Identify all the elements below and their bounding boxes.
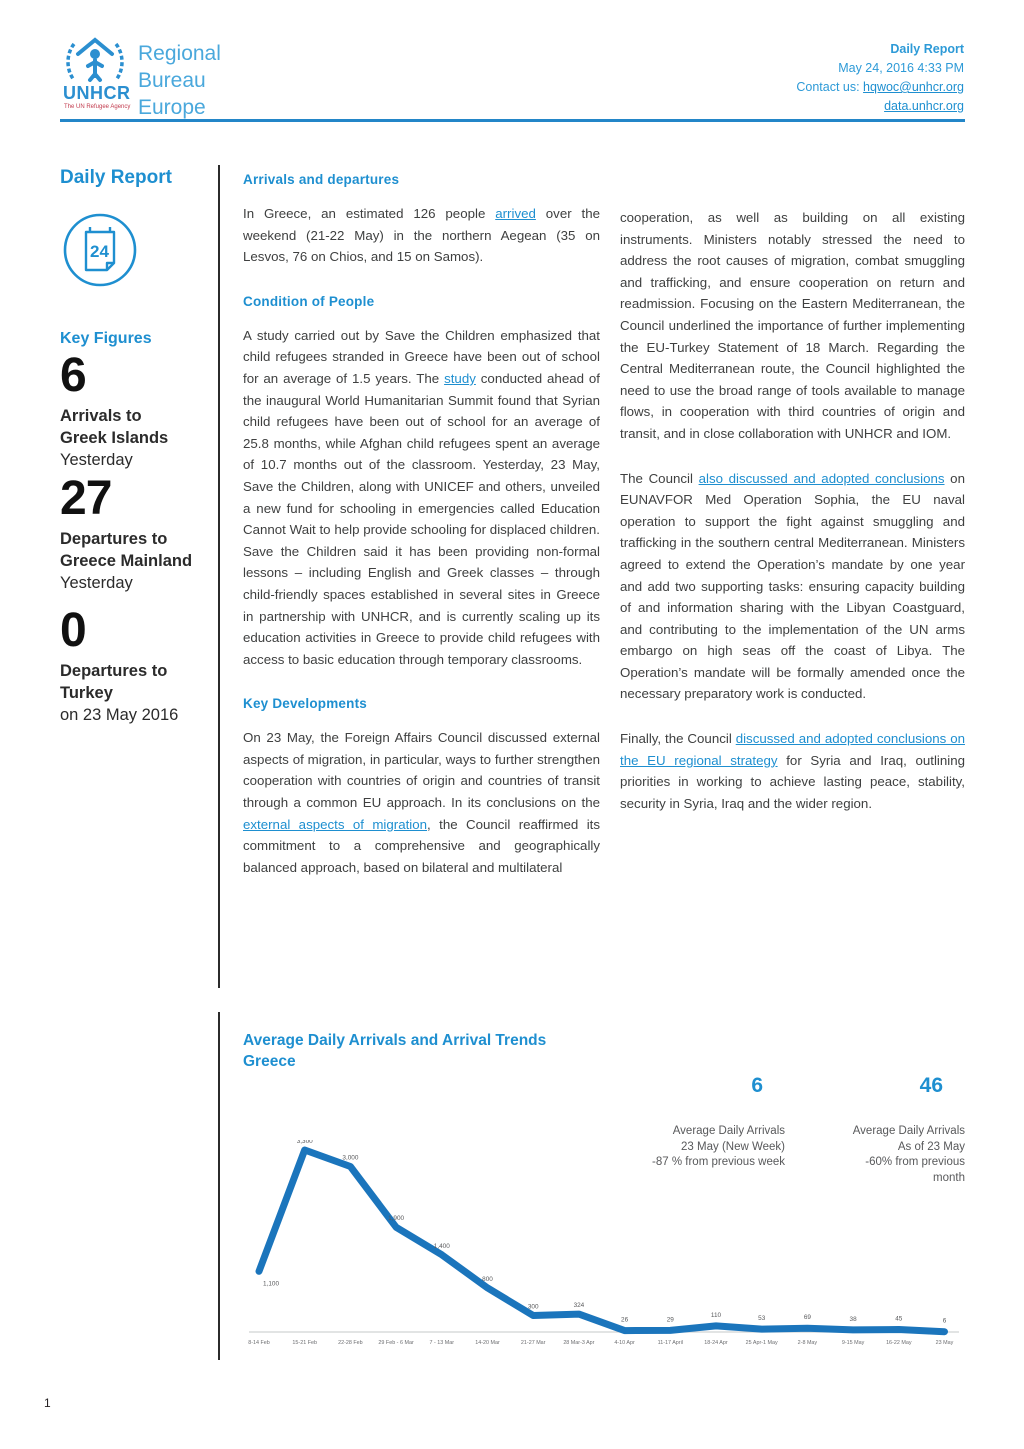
key-figure-arrivals (60, 349, 169, 471)
point-label: 110 (710, 1311, 722, 1319)
paragraph-cooperation: cooperation, as well as building on all existing instruments. Ministers notably stressed the need to address the root causes of migration, combat smuggling and trafficking, and ensure cooperation on return and readmission. Focusing on the Eastern Mediterranean, the Council underlined the importance of further implementing the EU-Turkey Statement of 18 March. Regarding the Central Mediterranean route, the Council highlighted the need to use the broad range of tools available to manage flows, in cooperation with third countries of origin and transit, and in close collaboration with UNHCR and IOM. (620, 210, 965, 441)
key-figure-value: 6 (60, 349, 86, 402)
x-tick-label: 21-27 Mar (520, 1340, 546, 1346)
page-number: 1 (44, 1396, 51, 1410)
x-tick-label: 22-28 Feb (338, 1340, 363, 1346)
chart-subtitle: Greece (243, 1053, 296, 1070)
unhcr-tagline: The UN Refugee Agency (64, 104, 131, 110)
arrivals-chart-section (243, 1030, 965, 1370)
x-tick-label: 29 Feb - 6 Mar (378, 1340, 414, 1346)
article-column-left (243, 172, 600, 901)
sidebar-divider (218, 165, 220, 988)
report-title: Daily Report (890, 42, 964, 56)
x-tick-label: 15-21 Feb (292, 1340, 317, 1346)
trend-line (259, 1150, 945, 1332)
unhcr-wordmark: UNHCR (63, 83, 131, 103)
section-heading-condition: Condition of People (243, 293, 375, 309)
point-label: 6 (942, 1317, 947, 1325)
paragraph-arrivals: In Greece, an estimated 126 people arrived over the weekend (21-22 May) in the northern Aegean (35 on Lesvos, 76 on Chios, and 15 on Samos). (243, 206, 601, 265)
stat-value: 46 (919, 1074, 943, 1097)
header-rule (60, 119, 965, 122)
key-figure-label: on 23 May 2016 (60, 706, 179, 724)
point-label: 38 (849, 1315, 857, 1323)
point-label: 53 (758, 1315, 766, 1323)
point-label: 45 (895, 1315, 903, 1323)
contact-email-link[interactable]: hqwoc@unhcr.org (863, 80, 964, 94)
paragraph-developments: On 23 May, the Foreign Affairs Council discussed external aspects of migration, in particular, ways to further strengthen cooperation with countries of origin and countries of transit through a common EU approach. In its conclusions on the external aspects of migration, the Council reaffirmed its commitment to a comprehensive and geographically balanced approach, based on bilateral and multilateral (243, 730, 600, 875)
key-figure-label: Departures to (60, 530, 168, 548)
bureau-line: Europe (138, 96, 206, 119)
bureau-line: Regional (138, 42, 221, 65)
x-tick-label: 2-8 May (797, 1340, 818, 1346)
x-tick-label: 9-15 May (841, 1340, 865, 1346)
stat-value: 6 (751, 1074, 763, 1097)
unhcr-emblem-icon (62, 36, 140, 118)
arrivals-chart (243, 1140, 965, 1370)
chart-title: Average Daily Arrivals and Arrival Trends (243, 1032, 547, 1049)
arrivals-trend-line-chart (243, 1140, 965, 1370)
point-label: 1,900 (388, 1215, 405, 1223)
x-tick-label: 28 Mar-3 Apr (563, 1340, 595, 1346)
point-label: 1,100 (263, 1280, 279, 1288)
x-tick-label: 25 Apr-1 May (745, 1340, 778, 1346)
point-label: 324 (573, 1302, 585, 1310)
key-figure-label: Turkey (60, 684, 113, 702)
key-figure-label: Yesterday (60, 574, 133, 592)
key-figure-value: 0 (60, 604, 86, 657)
stat-caption: Average Daily Arrivals 23 May (New Week) -87 % from previous week (652, 1125, 785, 1168)
point-label: 29 (666, 1316, 674, 1324)
bureau-line: Bureau (138, 69, 206, 92)
paragraph-condition: A study carried out by Save the Children emphasized that child refugees stranded in Greece have been out of school for an average of 1.5 years. The study conducted ahead of the inaugural World Humanitarian Summit found that Syrian child refugees have been out of school for an average of 25.8 months, while Afghan child refugees spent an average of 10.7 months out of the classroom. Yesterday, 23 May, Save the Children, along with UNICEF and others, unveiled a new fund for schooling in emergencies called Education Cannot Wait to help provide schooling for displaced children. Save the Children said it has been providing non-formal lessons – including English and Greek classes – through child-friendly spaces established in several sites in Greece in partnership with UNHCR, and is currently scaling up its education activities in Greece to provide child refugees with access to basic education through temporary classrooms. (243, 327, 600, 667)
x-tick-label: 14-20 Mar (475, 1340, 500, 1346)
report-datetime: May 24, 2016 4:33 PM (838, 61, 964, 75)
inline-link[interactable]: arrived (495, 206, 536, 221)
header-contact-block (796, 40, 964, 116)
unhcr-logo (62, 36, 140, 123)
x-tick-label: 8-14 Feb (248, 1340, 270, 1346)
key-figure-label: Greek Islands (60, 429, 169, 447)
paragraph-eunavfor: The Council also discussed and adopted conclusions on EUNAVFOR Med Operation Sophia, the EU naval operation to support the fight against smuggling and trafficking in the southern central Mediterranean. Ministers agreed to extend the Operation’s mandate by one year and add two supporting tasks: ensuring capacity building of and information sharing with the Libyan Coastguard, and contributing to the implementation of the UN arms embargo on high seas off the coast of Libya. The Operation’s mandate will be formally amended once the necessary preparatory work is conducted. (620, 470, 965, 702)
inline-link[interactable]: study (444, 370, 476, 386)
key-figure-label: Departures to (60, 662, 168, 680)
key-figure-label: Yesterday (60, 451, 133, 469)
x-tick-label: 18-24 Apr (704, 1340, 728, 1346)
inline-link[interactable]: also discussed and adopted conclusions (698, 470, 945, 486)
key-figures-title: Key Figures (60, 330, 152, 347)
x-tick-label: 23 May (935, 1340, 954, 1346)
point-label: 3,300 (296, 1140, 313, 1145)
contact-line (796, 78, 964, 97)
contact-label: Contact us: (796, 80, 864, 94)
x-tick-label: 4-10 Apr (614, 1340, 635, 1346)
section-heading-developments: Key Developments (243, 696, 367, 712)
point-label: 3,000 (342, 1154, 359, 1162)
point-label: 1,400 (433, 1242, 450, 1250)
site-line (796, 97, 964, 116)
point-label: 26 (621, 1316, 629, 1324)
inline-link[interactable]: external aspects of migration (243, 816, 428, 832)
key-figure-label: Greece Mainland (60, 552, 193, 570)
x-tick-label: 7 - 13 Mar (429, 1340, 455, 1346)
x-tick-label: 11-17 April (657, 1340, 683, 1346)
chart-divider (218, 1012, 220, 1360)
section-heading-arrivals: Arrivals and departures (243, 172, 400, 187)
point-label: 300 (527, 1303, 539, 1311)
sidebar-title: Daily Report (60, 167, 172, 188)
sidebar (60, 165, 212, 724)
data-portal-link[interactable]: data.unhcr.org (884, 99, 964, 113)
article-column-right (620, 207, 965, 837)
key-figure-value: 27 (60, 472, 112, 525)
calendar-icon (62, 211, 212, 294)
point-label: 69 (803, 1314, 811, 1322)
key-figure-departures-mainland (60, 472, 193, 594)
stat-caption: Average Daily Arrivals As of 23 May -60% from previous month (852, 1125, 965, 1184)
point-label: 800 (482, 1275, 493, 1283)
key-figure-label: Arrivals to (60, 407, 142, 425)
key-figure-departures-turkey (60, 604, 179, 726)
x-tick-label: 16-22 May (886, 1340, 912, 1346)
bureau-title (138, 40, 221, 121)
paragraph-syria-iraq: Finally, the Council discussed and adopted conclusions on the EU regional strategy for Syria and Iraq, outlining priorities in working to achieve lasting peace, stability, security in Syria, Iraq and the wider region. (620, 731, 966, 811)
inline-link[interactable]: discussed and adopted conclusions on the EU regional strategy (620, 731, 965, 768)
calendar-day: 24 (90, 242, 109, 261)
